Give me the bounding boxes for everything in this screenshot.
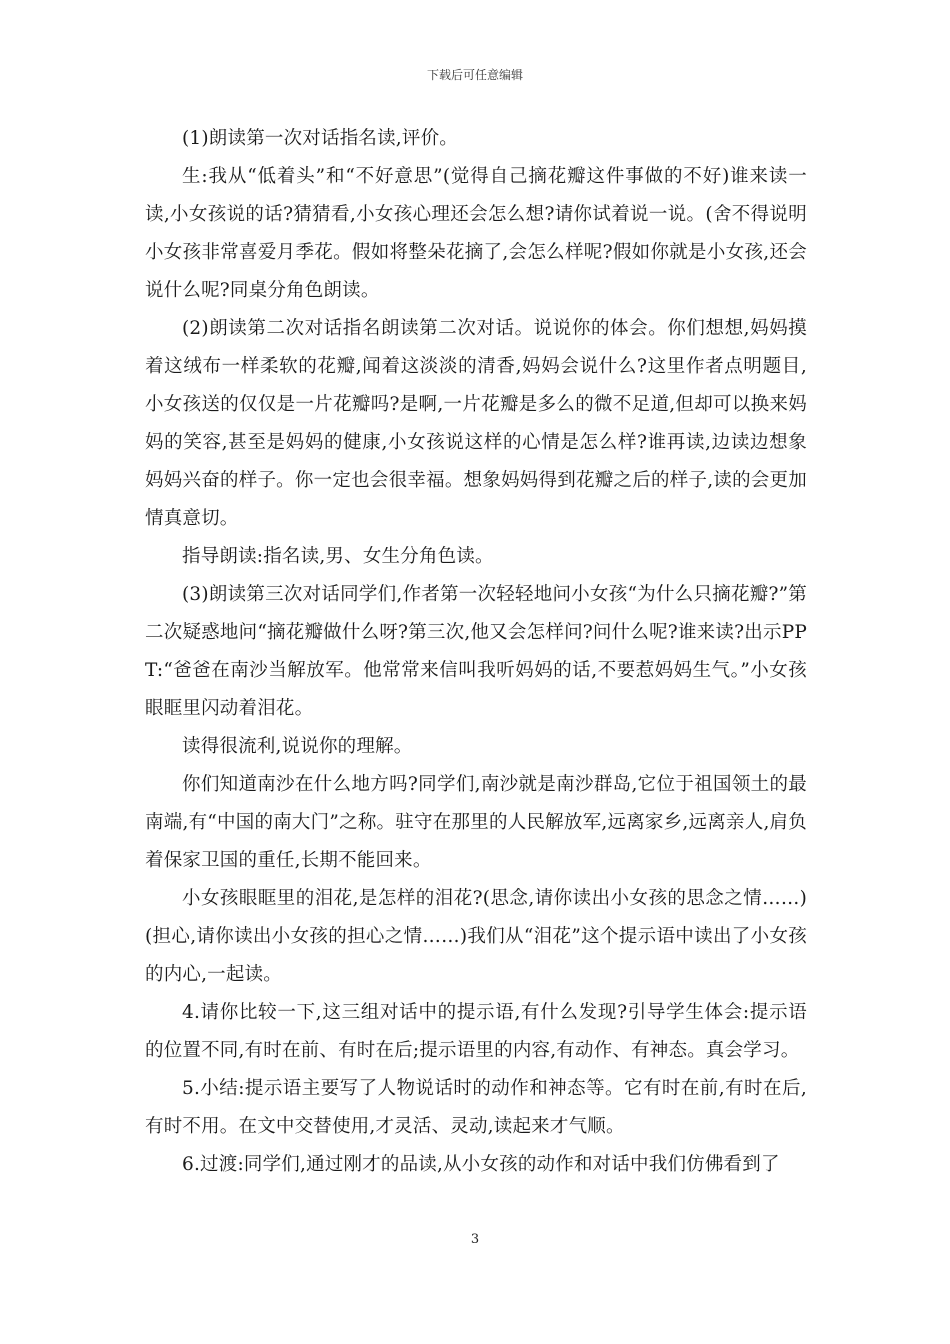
page-number: 3 [470, 1232, 480, 1247]
paragraph-5: (3)朗读第三次对话同学们,作者第一次轻轻地问小女孩“为什么只摘花瓣?”第二次疑惑地问“摘花瓣做什么呀?第三次,他又会怎样问?问什么呢?谁来读?出示PPT:“爸爸在南沙当解放军。他常常来信叫我听妈妈的话,不要惹妈妈生气。”小女孩眼眶里闪动着泪花。 [145, 584, 807, 719]
paragraph-8: 小女孩眼眶里的泪花,是怎样的泪花?(思念,请你读出小女孩的思念之情……)(担心,请你读出小女孩的担心之情……)我们从“泪花”这个提示语中读出了小女孩的内心,一起读。 [145, 888, 807, 985]
paragraph-2: 生:我从“低着头”和“不好意思”(觉得自己摘花瓣这件事做的不好)谁来读一读,小女孩说的话?猜猜看,小女孩心理还会怎么想?请你试着说一说。(舍不得说明小女孩非常喜爱月季花。假如将整朵花摘了,会怎么样呢?假如你就是小女孩,还会说什么呢?同桌分角色朗读。 [145, 166, 807, 301]
paragraph-11: 6.过渡:同学们,通过刚才的品读,从小女孩的动作和对话中我们仿佛看到了 [182, 1154, 780, 1175]
paragraph-9: 4.请你比较一下,这三组对话中的提示语,有什么发现?引导学生体会:提示语的位置不同,有时在前、有时在后;提示语里的内容,有动作、有神态。真会学习。 [145, 1002, 807, 1061]
page-header: 下载后可任意编辑 [426, 68, 523, 82]
paragraph-10: 5.小结:提示语主要写了人物说话时的动作和神态等。它有时在前,有时在后,有时不用。在文中交替使用,才灵活、灵动,读起来才气顺。 [145, 1078, 807, 1137]
paragraph-6: 读得很流利,说说你的理解。 [182, 736, 413, 757]
paragraph-4: 指导朗读:指名读,男、女生分角色读。 [182, 546, 494, 567]
paragraph-7: 你们知道南沙在什么地方吗?同学们,南沙就是南沙群岛,它位于祖国领土的最南端,有“中国的南大门”之称。驻守在那里的人民解放军,远离家乡,远离亲人,肩负着保家卫国的重任,长期不能回来。 [145, 774, 807, 871]
document-body [145, 120, 807, 1184]
paragraph-1: (1)朗读第一次对话指名读,评价。 [182, 128, 458, 149]
paragraph-3: (2)朗读第二次对话指名朗读第二次对话。说说你的体会。你们想想,妈妈摸着这绒布一样柔软的花瓣,闻着这淡淡的清香,妈妈会说什么?这里作者点明题目,小女孩送的仅仅是一片花瓣吗?是啊,一片花瓣是多么的微不足道,但却可以换来妈妈的笑容,甚至是妈妈的健康,小女孩说这样的心情是怎么样?谁再读,边读边想象妈妈兴奋的样子。你一定也会很幸福。想象妈妈得到花瓣之后的样子,读的会更加情真意切。 [145, 318, 807, 529]
